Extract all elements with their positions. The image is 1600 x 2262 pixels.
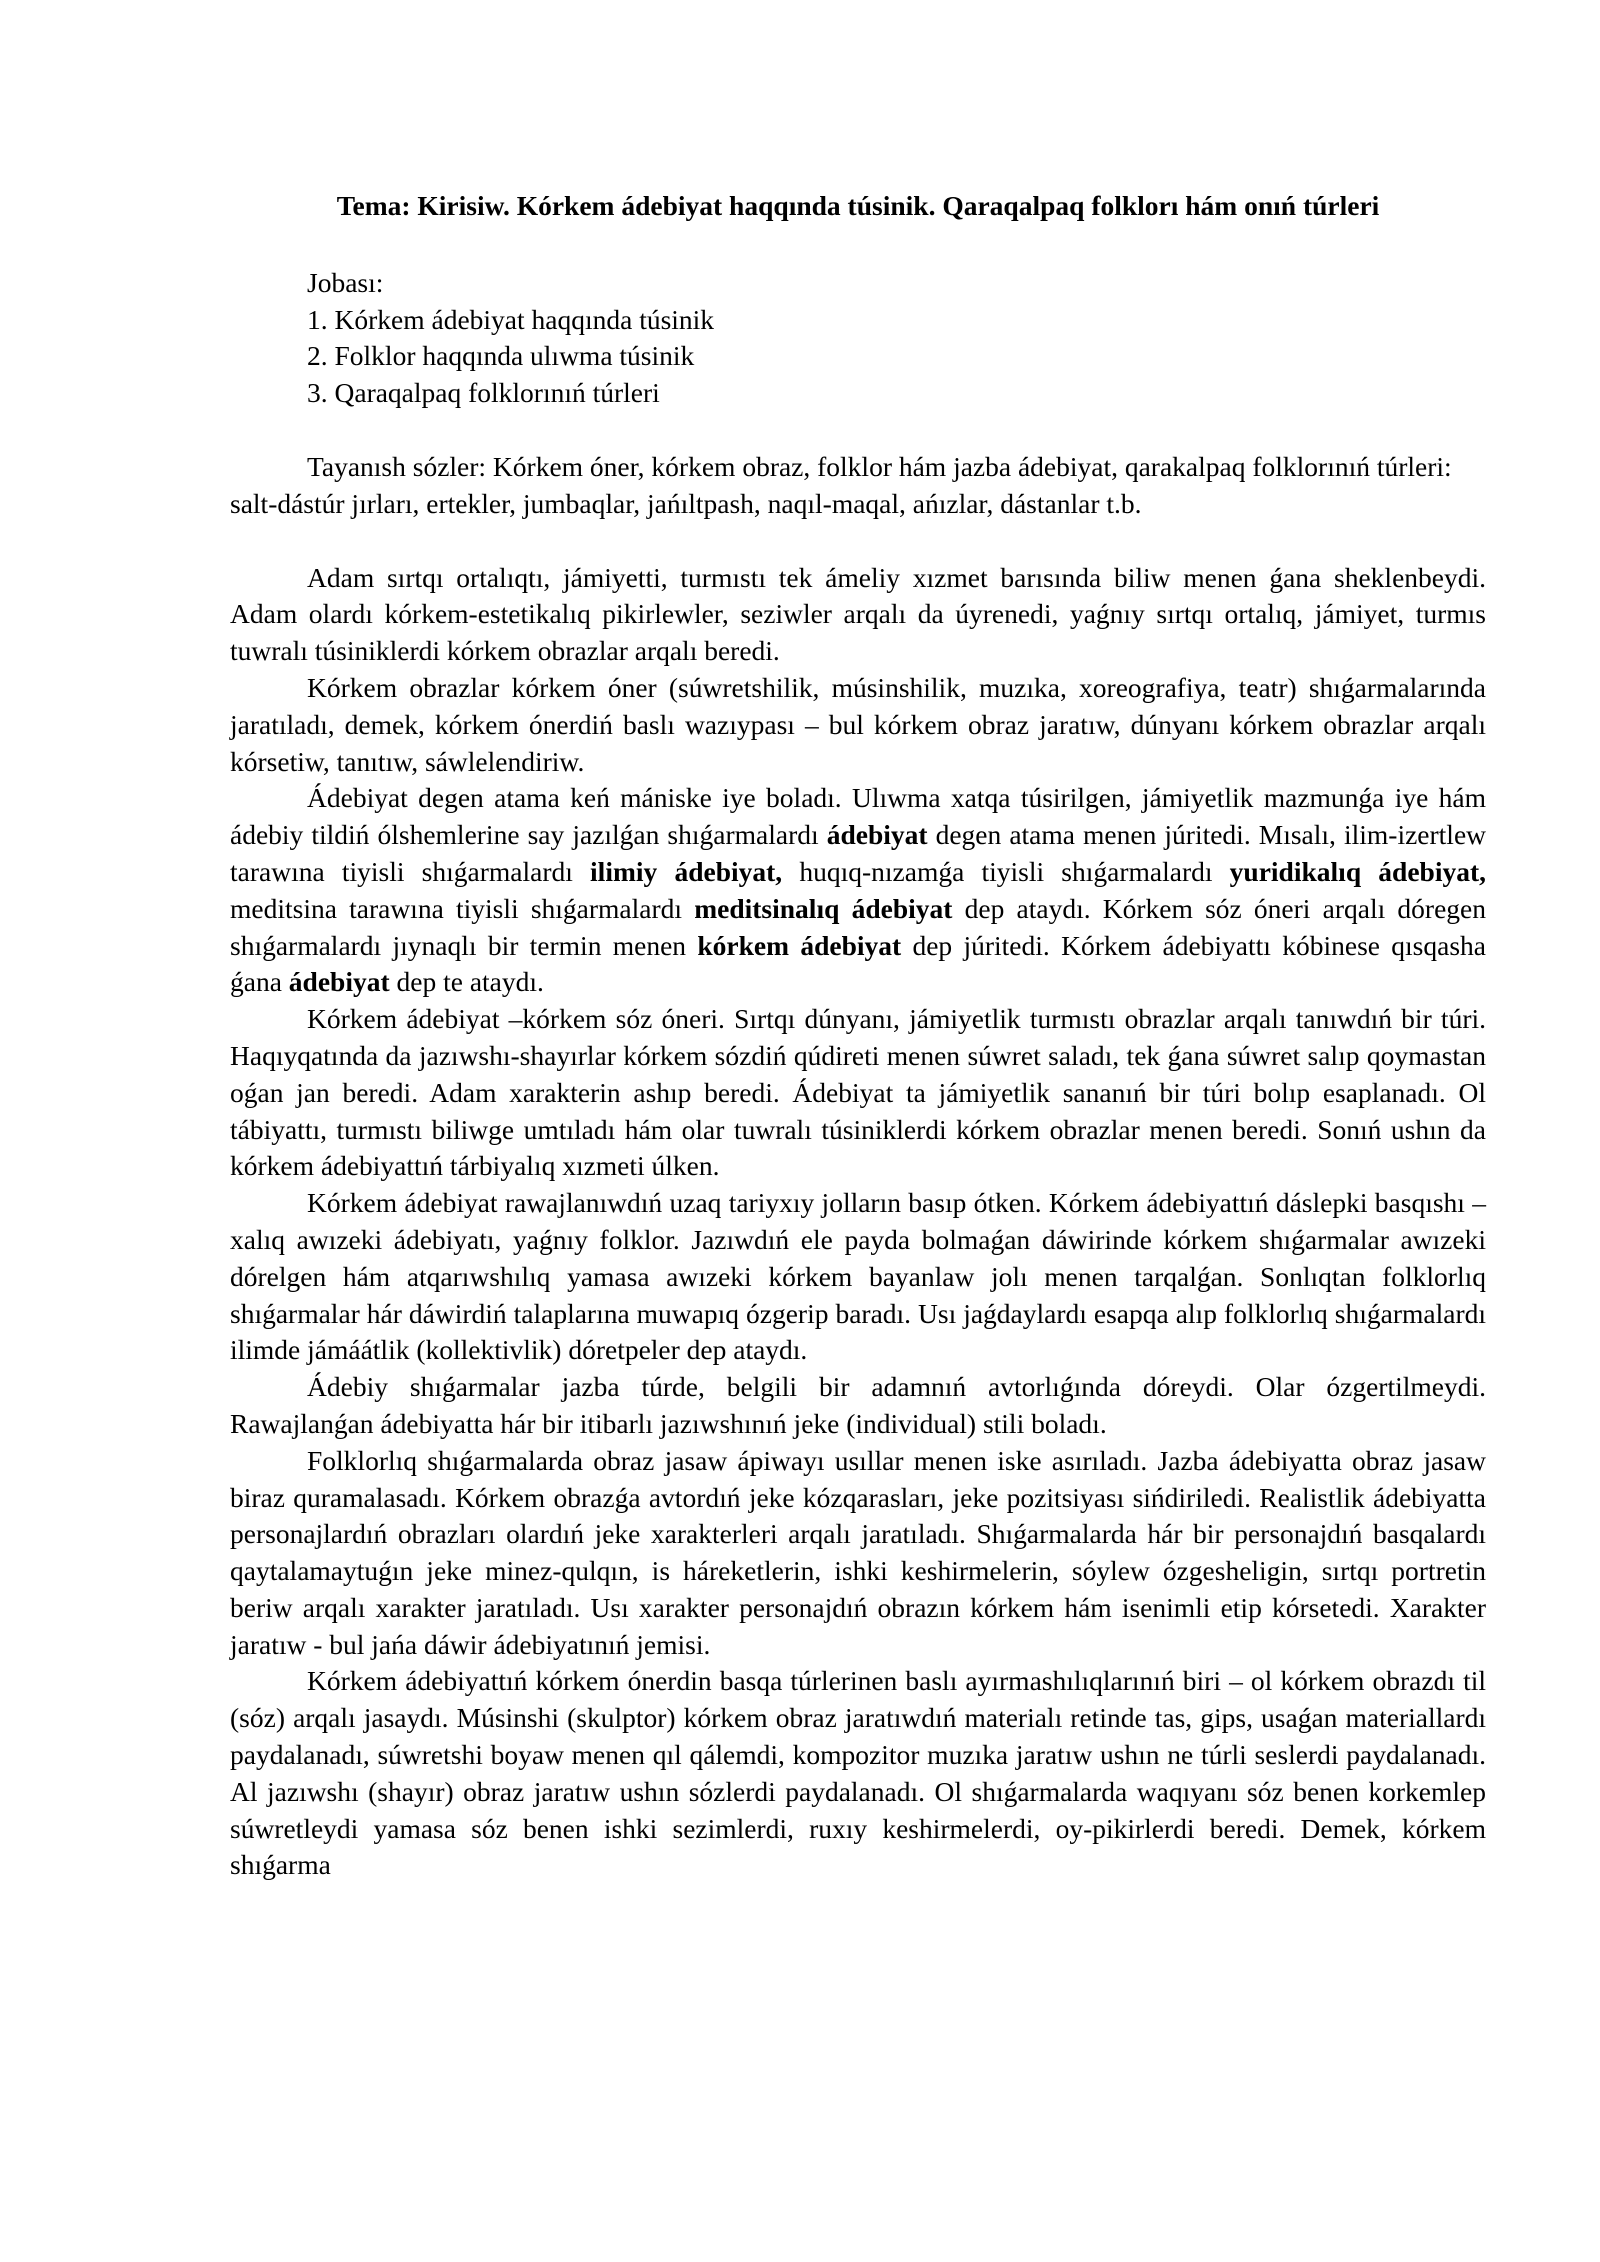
body-paragraph: Adam sırtqı ortalıqtı, jámiyetti, turmıstı tek ámeliy xızmet barısında biliw menen ǵana sheklenbeydi. Adam olardı kórkem-estetikalıq pikirlewler, seziwler arqalı da úyrenedi, yaǵnıy sırtqı ortalıq, jámiyet, turmıs tuwralı túsiniklerdi kórkem obrazlar arqalı beredi.	[230, 561, 1486, 667]
plan-item: 2. Folklor haqqında ulıwma túsinik	[307, 340, 695, 372]
text-run: dep júritedi. Kórkem ádebiyattı kóbinese qısqasha ǵana	[230, 929, 1486, 998]
bold-term: ádebiyat	[826, 819, 928, 851]
keywords-paragraph: Tayanısh sózler: Kórkem óner, kórkem obraz, folklor hám jazba ádebiyat, qarakalpaq folklorınıń túrleri: salt-dástúr jırları, ertekler, jumbaqlar, jańıltpash, naqıl-maqal, ańızlar, dástanlar t.b.	[230, 450, 1452, 519]
plan-section	[230, 265, 1486, 412]
body-paragraph: Kórkem ádebiyat rawajlanıwdıń uzaq tariyxıy jolların basıp ótken. Kórkem ádebiyattıń dáslepki basqıshı – xalıq awızeki ádebiyatı, yaǵnıy folklor. Jazıwdıń ele payda bolmaǵan dáwirinde kórkem shıǵarmalar awızeki dórelgen hám atqarıwshılıq yamasa awızeki kórkem bayanlaw jolı menen tarqalǵan. Sonlıqtan folklorlıq shıǵarmalar hár dáwirdiń talaplarına muwapıq ózgerip baradı. Usı jaǵdaylardı esapqa alıp folklorlıq shıǵarmalardı ilimde jámáátlik (kollektivlik) dóretpeler dep ataydı.	[230, 1187, 1486, 1366]
body-paragraph: Kórkem ádebiyattıń kórkem ónerdin basqa túrlerinen baslı ayırmashılıqlarınıń biri – ol kórkem obrazdı til (sóz) arqalı jasaydı. Músinshi (skulptor) kórkem obraz jaratıwdıń materialı retinde tas, gips, usaǵan materiallardı paydalanadı, súwretshi boyaw menen qıl qálemdi, kompozitor muzıka jaratıw ushın ne túrli seslerdi paydalanadı. Al jazıwshı (shayır) obraz jaratıw ushın sózlerdi paydalanadı. Ol shıǵarmalarda waqıyanı sóz benen korkemlep súwretleydi yamasa sóz benen ishki sezimlerdi, ruxıy keshirmelerdi, oy-pikirlerdi beredi. Demek, kórkem shıǵarma	[230, 1665, 1486, 1881]
page-title: Tema: Kirisiw. Kórkem ádebiyat haqqında túsinik. Qaraqalpaq folklorı hám onıń túrleri	[336, 190, 1380, 221]
plan-heading: Jobası:	[307, 266, 384, 298]
text-run: Ádebiyat degen atama keń mániske iye boladı. Ulıwma xatqa túsirilgen, jámiyetlik mazmunǵa iye hám ádebiy tildiń ólshemlerine say jazılǵan shıǵarmalardı	[230, 782, 1486, 851]
text-run: huqıq-nızamǵa tiyisli shıǵarmalardı	[782, 855, 1230, 887]
text-run: dep te ataydı.	[389, 966, 544, 998]
text-run: degen atama menen júritedi. Mısalı, ilim-izertlew tarawına tiyisli shıǵarmalardı	[230, 819, 1487, 887]
bold-term: yuridikalıq ádebiyat,	[1229, 855, 1487, 887]
body-paragraph	[230, 780, 1486, 1001]
body-paragraph: Ádebiy shıǵarmalar jazba túrde, belgili bir adamnıń avtorlıǵında dóreydi. Olar ózgertilmeydi. Rawajlanǵan ádebiyatta hár bir itibarlı jazıwshınıń jeke (individual) stili boladı.	[230, 1371, 1486, 1439]
bold-term: meditsinalıq ádebiyat	[694, 892, 953, 924]
bold-term: ádebiyat	[288, 966, 390, 998]
body-paragraph: Folklorlıq shıǵarmalarda obraz jasaw ápiwayı usıllar menen iske asırıladı. Jazba ádebiyatta obraz jasaw biraz quramalasadı. Kórkem obrazǵa avtordıń jeke kózqarasları, jeke pozitsiyası sińdiriledi. Realistlik ádebiyatta personajlardıń obrazları olardıń jeke xarakterleri arqalı jaratıladı. Shıǵarmalarda hár bir personajdıń basqalardı qaytalamaytuǵın jeke minez-qulqın, is háreketlerin, ishki keshirmelerin, sóylew ózgesheligin, sırtqı portretin beriw arqalı xarakter jaratıladı. Usı xarakter personajdıń obrazın kórkem hám isenimli etip kórsetedi. Xarakter jaratıw - bul jańa dáwir ádebiyatınıń jemisi.	[230, 1444, 1486, 1660]
text-run: dep ataydı. Kórkem sóz óneri arqalı dóregen shıǵarmalardı jıynaqlı bir termin menen	[230, 892, 1486, 961]
body-paragraph: Kórkem ádebiyat –kórkem sóz óneri. Sırtqı dúnyanı, jámiyetlik turmıstı obrazlar arqalı tanıwdıń bir túri. Haqıyqatında da jazıwshı-shayırlar kórkem sózdiń qúdireti menen súwret saladı, tek ǵana súwret salıp qoymastan oǵan jan beredi. Adam xarakterin ashıp beredi. Ádebiyat ta jámiyetlik sananıń bir túri bolıp esaplanadı. Ol tábiyattı, turmıstı biliwge umtıladı hám olar tuwralı túsiniklerdi kórkem obrazlar menen beredi. Sonıń ushın da kórkem ádebiyattıń tárbiyalıq xızmeti úlken.	[230, 1003, 1486, 1182]
plan-item: 1. Kórkem ádebiyat haqqında túsinik	[307, 303, 715, 335]
text-run: meditsina tarawına tiyisli shıǵarmalardı	[230, 892, 695, 924]
body-paragraph: Kórkem obrazlar kórkem óner (súwretshilik, músinshilik, muzıka, xoreografiya, teatr) shıǵarmalarında jaratıladı, demek, kórkem ónerdiń baslı wazıypası – bul kórkem obraz jaratıw, dúnyanı kórkem obrazlar arqalı kórsetiw, tanıtıw, sáwlelendiriw.	[230, 671, 1486, 777]
bold-term: ilimiy ádebiyat,	[590, 855, 783, 887]
document-page	[230, 188, 1486, 1884]
plan-item: 3. Qaraqalpaq folklorınıń túrleri	[307, 377, 660, 409]
bold-term: kórkem ádebiyat	[697, 929, 902, 961]
